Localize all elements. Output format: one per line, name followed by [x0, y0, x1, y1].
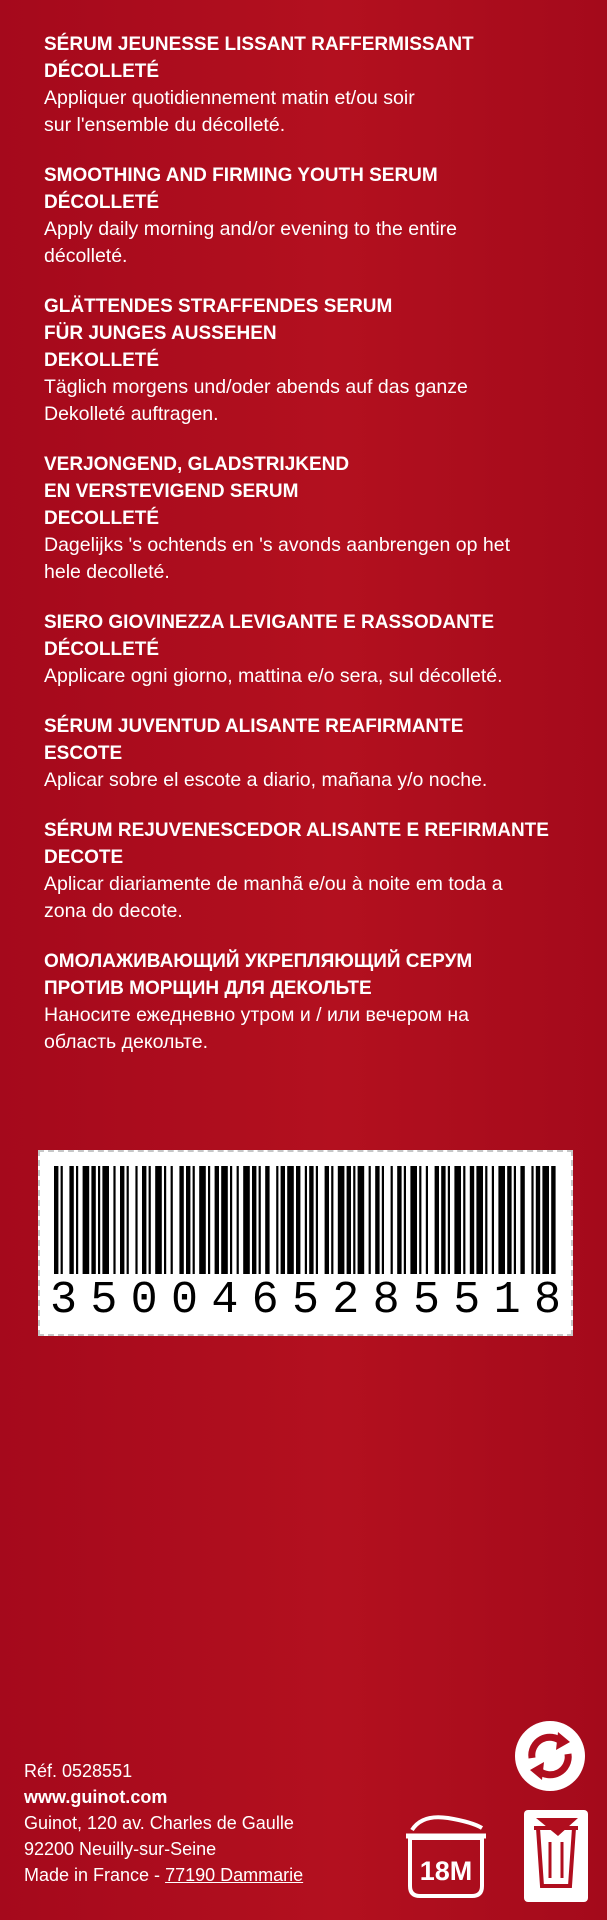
body-line: Dagelijks 's ochtends en 's avonds aanbrengen op het [44, 534, 511, 556]
section-title [44, 713, 584, 767]
barcode-bar [485, 1166, 487, 1274]
section-title [44, 451, 584, 532]
barcode-bar [61, 1166, 63, 1274]
body-line: hele decolleté. [44, 561, 170, 583]
barcode-bar [358, 1166, 365, 1274]
body-line: Appliquer quotidiennement matin et/ou soir [44, 87, 415, 109]
barcode-digit: 3 [50, 1275, 78, 1326]
made-in-line [24, 1862, 303, 1888]
barcode-bar [164, 1166, 166, 1274]
barcode-digits [50, 1275, 561, 1326]
barcode-bar [102, 1166, 109, 1274]
barcode-bar [419, 1166, 421, 1274]
barcode-bar [507, 1166, 511, 1274]
barcode-bar [316, 1166, 318, 1274]
barcode-digit: 1 [493, 1275, 521, 1326]
barcode-bar [498, 1166, 505, 1274]
barcode-bar [113, 1166, 115, 1274]
barcode-digit: 5 [90, 1275, 118, 1326]
barcode-bar [325, 1166, 329, 1274]
section-title [44, 948, 584, 1002]
barcode-bar [520, 1166, 524, 1274]
section-title [44, 162, 584, 216]
barcode-bar [199, 1166, 206, 1274]
barcode-bar [259, 1166, 261, 1274]
barcode-bar [551, 1166, 555, 1274]
barcode-digit: 5 [412, 1275, 440, 1326]
barcode-bar [243, 1166, 250, 1274]
barcode-digit: 5 [453, 1275, 481, 1326]
barcode-bar [476, 1166, 483, 1274]
barcode-bar [375, 1166, 379, 1274]
section-body [44, 216, 584, 270]
section-en [44, 162, 584, 270]
section-body [44, 767, 584, 794]
section-body [44, 85, 584, 139]
barcode-digit: 4 [211, 1275, 239, 1326]
title-line: ESCOTE [44, 743, 123, 764]
title-line: SMOOTHING AND FIRMING YOUTH SERUM [44, 165, 438, 186]
section-title [44, 817, 584, 871]
barcode-bar [215, 1166, 219, 1274]
title-line: SÉRUM JUVENTUD ALISANTE REAFIRMANTE [44, 716, 464, 737]
title-line: GLÄTTENDES STRAFFENDES SERUM [44, 296, 393, 317]
barcode-bar [397, 1166, 401, 1274]
section-fr [44, 31, 584, 139]
barcode-bar [252, 1166, 256, 1274]
barcode-bar [426, 1166, 428, 1274]
barcode-bar [193, 1166, 195, 1274]
barcode-bar [454, 1166, 461, 1274]
barcode-bar [470, 1166, 474, 1274]
title-line: SÉRUM REJUVENESCEDOR ALISANTE E REFIRMANTE [44, 820, 549, 841]
barcode-digit: 2 [332, 1275, 360, 1326]
barcode-bar [120, 1166, 124, 1274]
barcode-bar [155, 1166, 162, 1274]
website-link[interactable]: www.guinot.com [24, 1787, 168, 1807]
title-line: DÉCOLLETÉ [44, 192, 160, 213]
reference-number: Réf. 0528551 [24, 1761, 133, 1781]
instructions-list [44, 31, 584, 1079]
trash-bin-icon [518, 1806, 594, 1906]
barcode-bar [338, 1166, 345, 1274]
pao-jar-icon [402, 1808, 490, 1900]
title-line: FÜR JUNGES AUSSEHEN [44, 323, 277, 344]
body-line: Aplicar sobre el escote a diario, mañana y/o noche. [44, 769, 488, 791]
section-title [44, 293, 584, 374]
company-street: Guinot, 120 av. Charles de Gaulle [24, 1813, 294, 1833]
barcode-bar [186, 1166, 190, 1274]
barcode-digit: 8 [372, 1275, 400, 1326]
title-line: VERJONGEND, GLADSTRIJKEND [44, 454, 350, 475]
barcode-bar [492, 1166, 494, 1274]
title-line: SÉRUM JEUNESSE LISSANT RAFFERMISSANT [44, 34, 474, 55]
section-es [44, 713, 584, 794]
barcode-bar [448, 1166, 450, 1274]
barcode-bar [404, 1166, 406, 1274]
section-title [44, 609, 584, 663]
body-line: sur l'ensemble du décolleté. [44, 114, 286, 136]
title-line: DEKOLLETÉ [44, 350, 160, 371]
barcode-digit: 6 [251, 1275, 279, 1326]
body-line: zona do decote. [44, 900, 183, 922]
barcode-bar [230, 1166, 232, 1274]
barcode-bar [441, 1166, 445, 1274]
made-in-prefix: Made in France - [24, 1865, 166, 1885]
section-de [44, 293, 584, 428]
barcode-digit: 0 [170, 1275, 198, 1326]
barcode-bar [91, 1166, 95, 1274]
barcode-bar [296, 1166, 300, 1274]
section-body [44, 374, 584, 428]
barcode-bar [76, 1166, 78, 1274]
barcode-bar [142, 1166, 146, 1274]
section-pt [44, 817, 584, 925]
barcode-bar [171, 1166, 173, 1274]
barcode-bar [536, 1166, 540, 1274]
barcode-digit: 0 [130, 1275, 158, 1326]
title-line: ПРОТИВ МОРЩИН ДЛЯ ДЕКОЛЬТЕ [44, 978, 372, 999]
title-line: SIERO GIOVINEZZA LEVIGANTE E RASSODANTE [44, 612, 495, 633]
body-line: Täglich morgens und/oder abends auf das ganze [44, 376, 468, 398]
recycle-icon [512, 1718, 588, 1794]
barcode-bar [179, 1166, 183, 1274]
title-line: DECOLLETÉ [44, 508, 160, 529]
barcode-bar [237, 1166, 239, 1274]
barcode-digit: 5 [291, 1275, 319, 1326]
section-body [44, 532, 584, 586]
body-line: Applicare ogni giorno, mattina e/o sera, sul décolleté. [44, 665, 503, 687]
title-line: DÉCOLLETÉ [44, 61, 160, 82]
barcode-bar [435, 1166, 439, 1274]
body-line: Aplicar diariamente de manhã e/ou à noite em toda a [44, 873, 503, 895]
barcode-bar [54, 1166, 58, 1274]
barcode-bar [305, 1166, 307, 1274]
barcode-bar [276, 1166, 278, 1274]
barcode-bar [127, 1166, 129, 1274]
made-in-place: 77190 Dammarie [165, 1865, 304, 1885]
barcode-bar [331, 1166, 333, 1274]
barcode-bar [149, 1166, 151, 1274]
section-title [44, 31, 584, 85]
title-line: EN VERSTEVIGEND SERUM [44, 481, 299, 502]
section-body [44, 663, 584, 690]
barcode-bar [69, 1166, 73, 1274]
barcode-bar [265, 1166, 269, 1274]
body-line: Apply daily morning and/or evening to the entire [44, 218, 458, 240]
section-nl [44, 451, 584, 586]
section-it [44, 609, 584, 690]
barcode-bar [353, 1166, 355, 1274]
section-body [44, 1002, 584, 1056]
body-line: область декольте. [44, 1031, 208, 1053]
barcode-bar [542, 1166, 549, 1274]
body-line: Наносите ежедневно утром и / или вечером на [44, 1004, 470, 1026]
barcode-bar [463, 1166, 465, 1274]
barcode-bar [369, 1166, 371, 1274]
barcode-bar [83, 1166, 90, 1274]
barcode-bar [514, 1166, 516, 1274]
body-line: Dekolleté auftragen. [44, 403, 219, 425]
manufacturer-address [24, 1758, 303, 1888]
title-line: DECOTE [44, 847, 124, 868]
company-city: 92200 Neuilly-sur-Seine [24, 1839, 217, 1859]
barcode-bar [382, 1166, 384, 1274]
barcode-bar [221, 1166, 228, 1274]
barcode-bar [410, 1166, 417, 1274]
barcode-bar [135, 1166, 137, 1274]
barcode-bar [208, 1166, 210, 1274]
barcode-bar [531, 1166, 533, 1274]
barcode-digit: 8 [533, 1275, 561, 1326]
barcode-bar [391, 1166, 393, 1274]
barcode-bar [309, 1166, 313, 1274]
barcode-bar [287, 1166, 294, 1274]
title-line: ОМОЛАЖИВАЮЩИЙ УКРЕПЛЯЮЩИЙ СЕРУМ [44, 951, 473, 972]
body-line: décolleté. [44, 245, 128, 267]
section-body [44, 871, 584, 925]
title-line: DÉCOLLETÉ [44, 639, 160, 660]
barcode-bar [347, 1166, 351, 1274]
barcode-bar [98, 1166, 100, 1274]
barcode [38, 1150, 573, 1336]
section-ru [44, 948, 584, 1056]
pao-label: 18M [419, 1856, 473, 1886]
barcode-bar [281, 1166, 285, 1274]
